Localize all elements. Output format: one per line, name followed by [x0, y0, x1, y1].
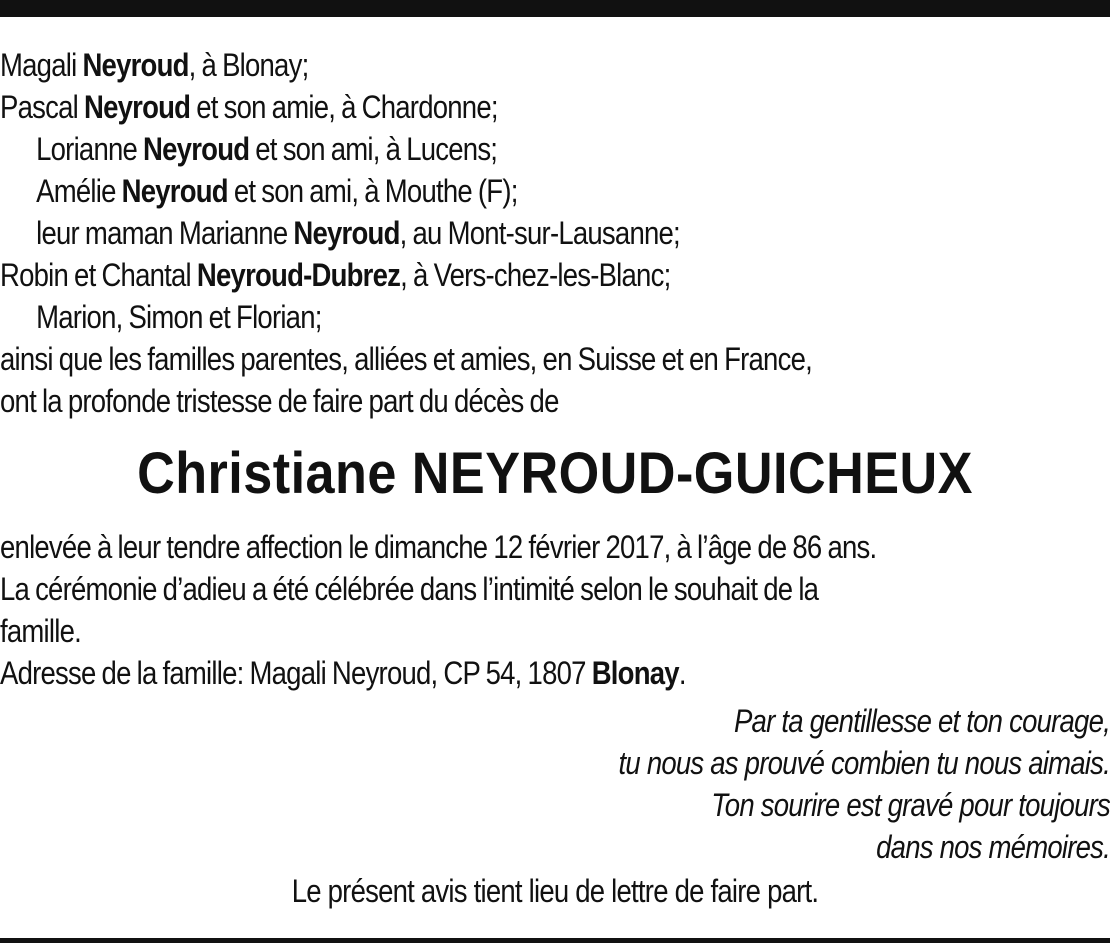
family-line — [0, 212, 955, 254]
poem — [0, 700, 1110, 868]
deceased-name: Christiane NEYROUD-GUICHEUX — [137, 441, 973, 506]
poem-line: dans nos mémoires. — [876, 829, 1110, 865]
family-line: ainsi que les familles parentes, alliées et amies, en Suisse et en France, — [0, 341, 812, 377]
announcement-line: ont la profonde tristesse de faire part du décès de — [0, 383, 559, 419]
poem-line: tu nous as prouvé combien tu nous aimais. — [618, 745, 1110, 781]
text: Adresse de la famille: Magali Neyroud, CP 54, 1807 — [0, 655, 592, 691]
text: . — [678, 655, 686, 691]
text: leur maman Marianne — [36, 215, 294, 251]
family-line — [0, 254, 955, 296]
surname: Neyroud — [82, 47, 189, 83]
text: et son amie, à Chardonne; — [190, 89, 498, 125]
text: Lorianne — [36, 131, 144, 167]
detail-line: La cérémonie d’adieu a été célébrée dans l’intimité selon le souhait de la — [0, 571, 819, 607]
text: Magali — [0, 47, 83, 83]
top-rule — [0, 0, 1110, 17]
poem-line: Par ta gentillesse et ton courage, — [733, 703, 1110, 739]
surname: Neyroud — [143, 131, 250, 167]
family-line — [0, 170, 955, 212]
bottom-rule — [0, 938, 1110, 943]
text: , au Mont-sur-Lausanne; — [399, 215, 680, 251]
poem-line: Ton sourire est gravé pour toujours — [711, 787, 1110, 823]
surname: Neyroud — [293, 215, 400, 251]
city: Blonay — [591, 655, 679, 691]
surname: Neyroud-Dubrez — [196, 257, 401, 293]
family-line — [0, 44, 955, 86]
text: Pascal — [0, 89, 84, 125]
surname: Neyroud — [121, 173, 228, 209]
family-line: Marion, Simon et Florian; — [36, 299, 322, 335]
text: et son ami, à Mouthe (F); — [227, 173, 518, 209]
text: et son ami, à Lucens; — [249, 131, 498, 167]
surname: Neyroud — [83, 89, 191, 125]
text: Robin et Chantal — [0, 257, 197, 293]
family-line — [0, 128, 955, 170]
closing-notice: Le présent avis tient lieu de lettre de faire part. — [291, 873, 819, 909]
obituary-body — [0, 44, 1110, 694]
address-line — [0, 652, 955, 694]
text: Amélie — [36, 173, 122, 209]
text: , à Vers-chez-les-Blanc; — [400, 257, 671, 293]
detail-line: famille. — [0, 613, 81, 649]
family-line — [0, 86, 955, 128]
text: , à Blonay; — [188, 47, 309, 83]
detail-line: enlevée à leur tendre affection le dimanche 12 février 2017, à l’âge de 86 ans. — [0, 529, 877, 565]
